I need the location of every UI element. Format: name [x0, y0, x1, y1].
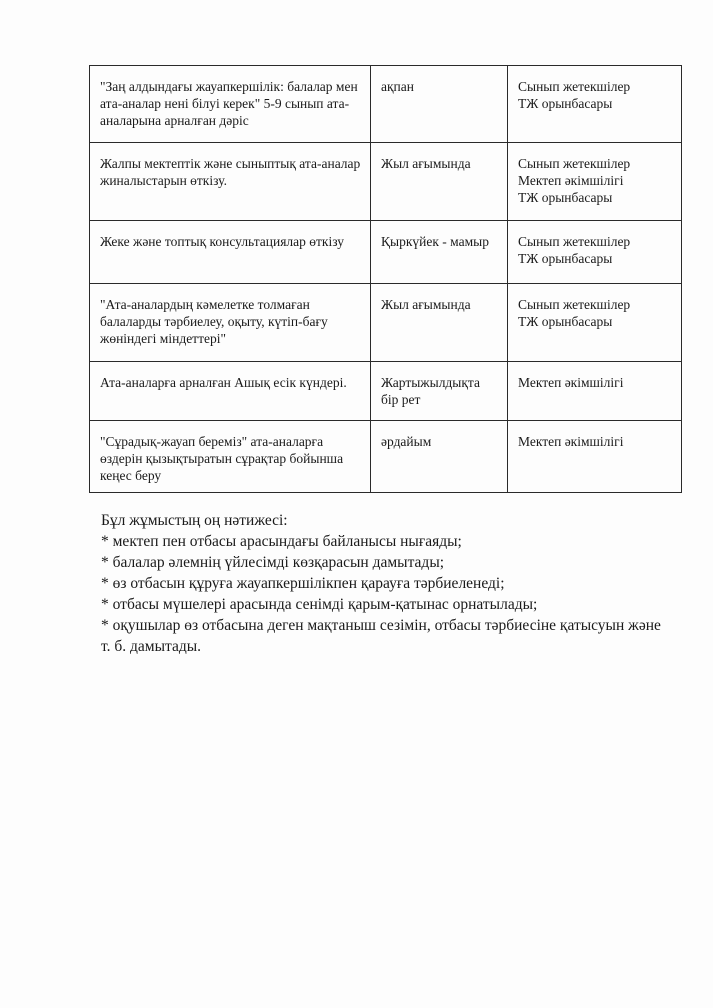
time-cell: [371, 66, 508, 143]
event-cell: [90, 221, 371, 284]
time-cell: [371, 284, 508, 362]
results-section: [101, 510, 661, 657]
event-cell: [90, 66, 371, 143]
table-row: [90, 362, 682, 421]
table-row: [90, 66, 682, 143]
time-text: ақпан: [381, 79, 414, 94]
responsible-cell: [508, 221, 682, 284]
results-list: [101, 531, 661, 657]
results-heading: Бұл жұмыстың оң нәтижесі:: [101, 512, 288, 529]
time-text: Қыркүйек - мамыр: [381, 234, 489, 249]
list-item: * мектеп пен отбасы арасындағы байланысы нығаяды;: [101, 533, 462, 550]
table-row: [90, 284, 682, 362]
event-cell: [90, 143, 371, 221]
responsible-cell: [508, 362, 682, 421]
table-row: [90, 421, 682, 493]
responsible-text: Мектеп әкімшілігі: [518, 434, 624, 449]
responsible-cell: [508, 66, 682, 143]
time-cell: [371, 421, 508, 493]
responsible-text: Мектеп әкімшілігі: [518, 375, 624, 390]
event-text: "Ата-аналардың кәмелетке толмаған балаларды тәрбиелеу, оқыту, күтіп-бағу жөніндегі міндеттері": [100, 297, 328, 346]
list-item: * отбасы мүшелері арасында сенімді қарым-қатынас орнатылады;: [101, 596, 538, 613]
event-text: Жеке және топтық консультациялар өткізу: [100, 234, 345, 249]
responsible-text: Сынып жетекшілер ТЖ орынбасары: [518, 79, 631, 111]
event-cell: [90, 284, 371, 362]
list-item: * өз отбасын құруға жауапкершілікпен қарауға тәрбиеленеді;: [101, 575, 505, 592]
responsible-cell: [508, 421, 682, 493]
responsible-text: Сынып жетекшілер ТЖ орынбасары: [518, 297, 631, 329]
event-text: "Сұрадық-жауап береміз" ата-аналарға өздерін қызықтыратын сұрақтар бойынша кеңес беру: [100, 434, 344, 483]
event-text: "Заң алдындағы жауапкершілік: балалар мен ата-аналар нені білуі керек" 5-9 сынып ата-аналарына арналған дәріс: [100, 79, 358, 128]
responsible-cell: [508, 143, 682, 221]
time-text: Жыл ағымында: [381, 156, 471, 171]
time-text: Жыл ағымында: [381, 297, 471, 312]
event-text: Ата-аналарға арналған Ашық есік күндері.: [100, 375, 347, 390]
time-text: Жартыжылдықта бір рет: [381, 375, 480, 407]
time-cell: [371, 362, 508, 421]
event-cell: [90, 362, 371, 421]
table-row: [90, 221, 682, 284]
list-item: * балалар әлемнің үйлесімді көзқарасын дамытады;: [101, 554, 445, 571]
table-row: [90, 143, 682, 221]
responsible-cell: [508, 284, 682, 362]
event-plan-table: [89, 65, 682, 493]
time-text: әрдайым: [381, 434, 432, 449]
responsible-text: Сынып жетекшілер ТЖ орынбасары: [518, 234, 631, 266]
responsible-text: Сынып жетекшілер Мектеп әкімшілігі ТЖ орынбасары: [518, 156, 631, 205]
event-text: Жалпы мектептік және сыныптық ата-аналар жиналыстарын өткізу.: [100, 156, 361, 188]
time-cell: [371, 143, 508, 221]
event-cell: [90, 421, 371, 493]
list-item: * оқушылар өз отбасына деген мақтаныш сезімін, отбасы тәрбиесіне қатысуын және т. б. дамытады.: [101, 617, 661, 655]
time-cell: [371, 221, 508, 284]
